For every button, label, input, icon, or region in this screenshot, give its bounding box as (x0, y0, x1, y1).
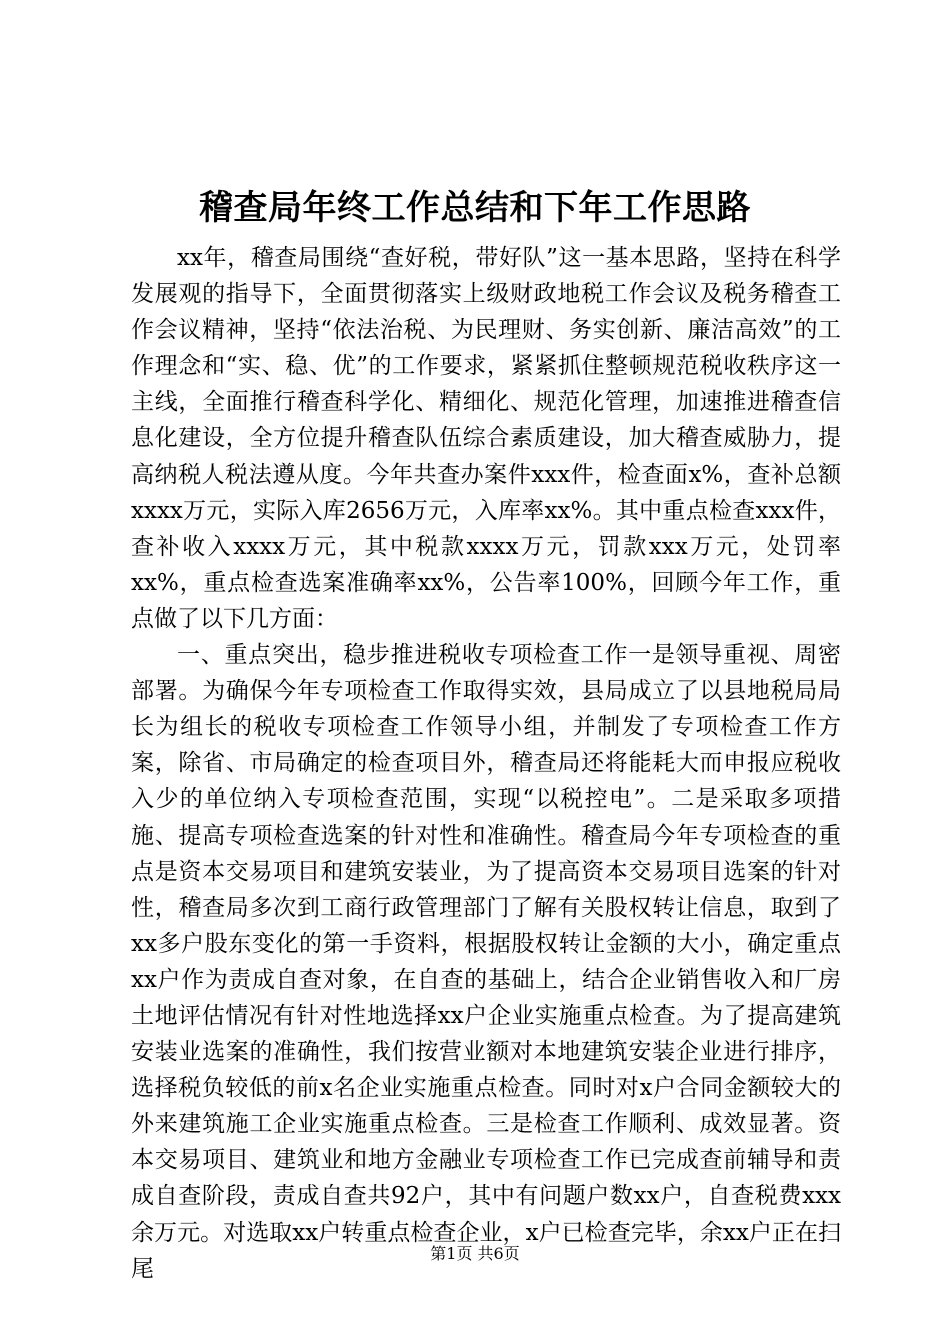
page-footer: 第1页 共6页 (430, 1244, 520, 1263)
document-body (131, 240, 841, 1287)
document-title: 稽查局年终工作总结和下年工作思路 (199, 188, 751, 228)
paragraph-intro: xx年，稽查局围绕“查好税，带好队”这一基本思路，坚持在科学发展观的指导下，全面贯彻落实上级财政地税工作会议及税务稽查工作会议精神，坚持“依法治税、为民理财、务实创新、廉洁高效”的工作理念和“实、稳、优”的工作要求，紧紧抓住整顿规范税收秩序这一主线，全面推行稽查科学化、精细化、规范化管理，加速推进稽查信息化建设，全方位提升稽查队伍综合素质建设，加大稽查威胁力，提高纳税人税法遵从度。今年共查办案件xxx件，检查面x%，查补总额xxxx万元，实际入库2656万元，入库率xx%。其中重点检查xxx件，查补收入xxxx万元，其中税款xxxx万元，罚款xxx万元，处罚率xx%，重点检查选案准确率xx%，公告率100%，回顾今年工作，重点做了以下几方面： (131, 245, 841, 632)
paragraph-section-one: 一、重点突出，稳步推进税收专项检查工作一是领导重视、周密部署。为确保今年专项检查工作取得实效，县局成立了以县地税局局长为组长的税收专项检查工作领导小组，并制发了专项检查工作方案，除省、市局确定的检查项目外，稽查局还将能耗大而申报应税收入少的单位纳入专项检查范围，实现“以税控电”。二是采取多项措施、提高专项检查选案的针对性和准确性。稽查局今年专项检查的重点是资本交易项目和建筑安装业，为了提高资本交易项目选案的针对性，稽查局多次到工商行政管理部门了解有关股权转让信息，取到了xx多户股东变化的第一手资料，根据股权转让金额的大小，确定重点xx户作为责成自查对象，在自查的基础上，结合企业销售收入和厂房土地评估情况有针对性地选择xx户企业实施重点检查。为了提高建筑安装业选案的准确性，我们按营业额对本地建筑安装企业进行排序，选择税负较低的前x名企业实施重点检查。同时对x户合同金额较大的外来建筑施工企业实施重点检查。三是检查工作顺利、成效显著。资本交易项目、建筑业和地方金融业专项检查工作已完成查前辅导和责成自查阶段，责成自查共92户，其中有问题户数xx户，自查税费xxx余万元。对选取xx户转重点检查企业，x户已检查完毕，余xx户正在扫尾 (131, 642, 841, 1282)
